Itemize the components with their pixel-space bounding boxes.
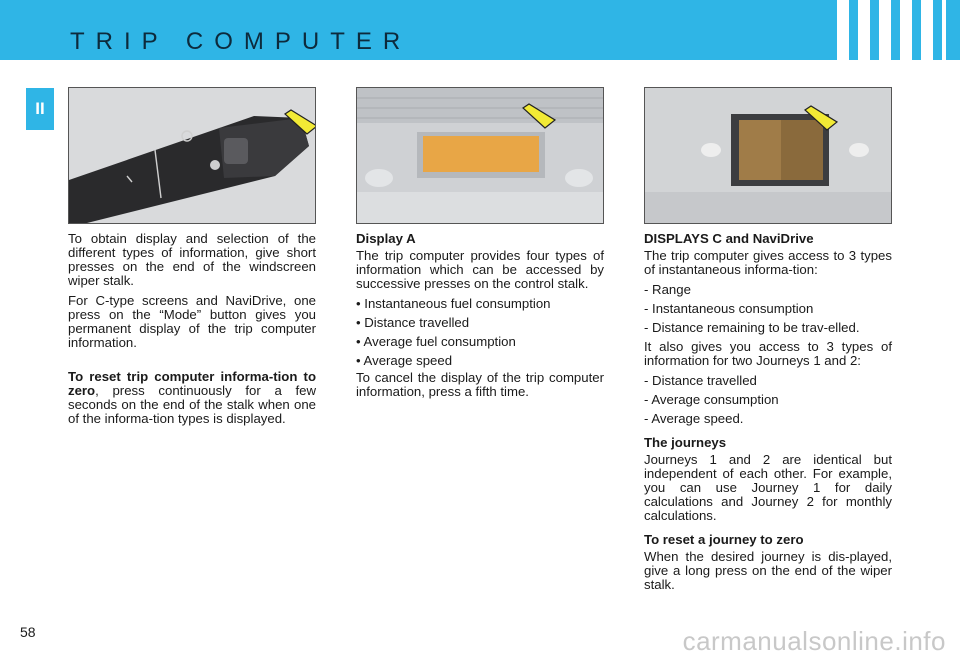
list-item: • Average speed bbox=[356, 353, 453, 368]
watermark: carmanualsonline.info bbox=[682, 626, 946, 656]
list-item: • Distance travelled bbox=[356, 315, 470, 330]
section-heading: Display A bbox=[356, 231, 416, 246]
reset-heading: To reset trip computer informa-tion to zero bbox=[68, 369, 316, 398]
paragraph: To cancel the display of the trip computer information, press a fifth time. bbox=[356, 370, 604, 399]
list-item: - Average consumption bbox=[644, 392, 779, 407]
reset-paragraph bbox=[68, 370, 316, 426]
paragraph: For C-type screens and NaviDrive, one press on the “Mode” button gives you permanent display of the trip computer information. bbox=[68, 293, 316, 350]
list-item: - Average speed. bbox=[644, 411, 744, 426]
paragraph: To obtain display and selection of the different types of information, give short presses on the end of the windscreen wiper stalk. bbox=[68, 231, 316, 288]
section-heading: DISPLAYS C and NaviDrive bbox=[644, 231, 814, 246]
list-item: • Instantaneous fuel consumption bbox=[356, 296, 551, 311]
paragraph: It also gives you access to 3 types of information for two Journeys 1 and 2: bbox=[644, 339, 892, 368]
chapter-tab: II bbox=[26, 88, 54, 130]
list-item: - Distance remaining to be trav-elled. bbox=[644, 320, 860, 335]
page-header bbox=[0, 0, 960, 60]
paragraph: The trip computer gives access to 3 types of instantaneous informa-tion: bbox=[644, 248, 892, 277]
paragraph: The trip computer provides four types of information which can be accessed by successive presses on the control stalk. bbox=[356, 248, 604, 291]
list-item: • Average fuel consumption bbox=[356, 334, 516, 349]
list-item: - Distance travelled bbox=[644, 373, 757, 388]
list-item: - Instantaneous consumption bbox=[644, 301, 814, 316]
page-number: 58 bbox=[20, 624, 36, 640]
list-item: - Range bbox=[644, 282, 691, 297]
reset-text: , press continuously for a few seconds on the end of the stalk when one of the informa-tion types is displayed. bbox=[68, 383, 316, 426]
paragraph: When the desired journey is dis-played, give a long press on the end of the wiper stalk. bbox=[644, 549, 892, 592]
wiper-stalk-photo bbox=[68, 87, 316, 224]
column-display-c bbox=[644, 232, 892, 598]
display-a-photo bbox=[356, 87, 604, 224]
header-stripes bbox=[837, 0, 946, 60]
section-heading: The journeys bbox=[644, 435, 727, 450]
column-display-a bbox=[356, 232, 604, 405]
display-c-photo bbox=[644, 87, 892, 224]
paragraph: Journeys 1 and 2 are identical but independent of each other. For example, you can use Journey 1 for daily calculations and Journey 2 for monthly calculations. bbox=[644, 452, 892, 523]
section-heading: To reset a journey to zero bbox=[644, 532, 804, 547]
page-title: TRIP COMPUTER bbox=[70, 28, 412, 55]
column-wiper-instructions bbox=[68, 232, 316, 432]
